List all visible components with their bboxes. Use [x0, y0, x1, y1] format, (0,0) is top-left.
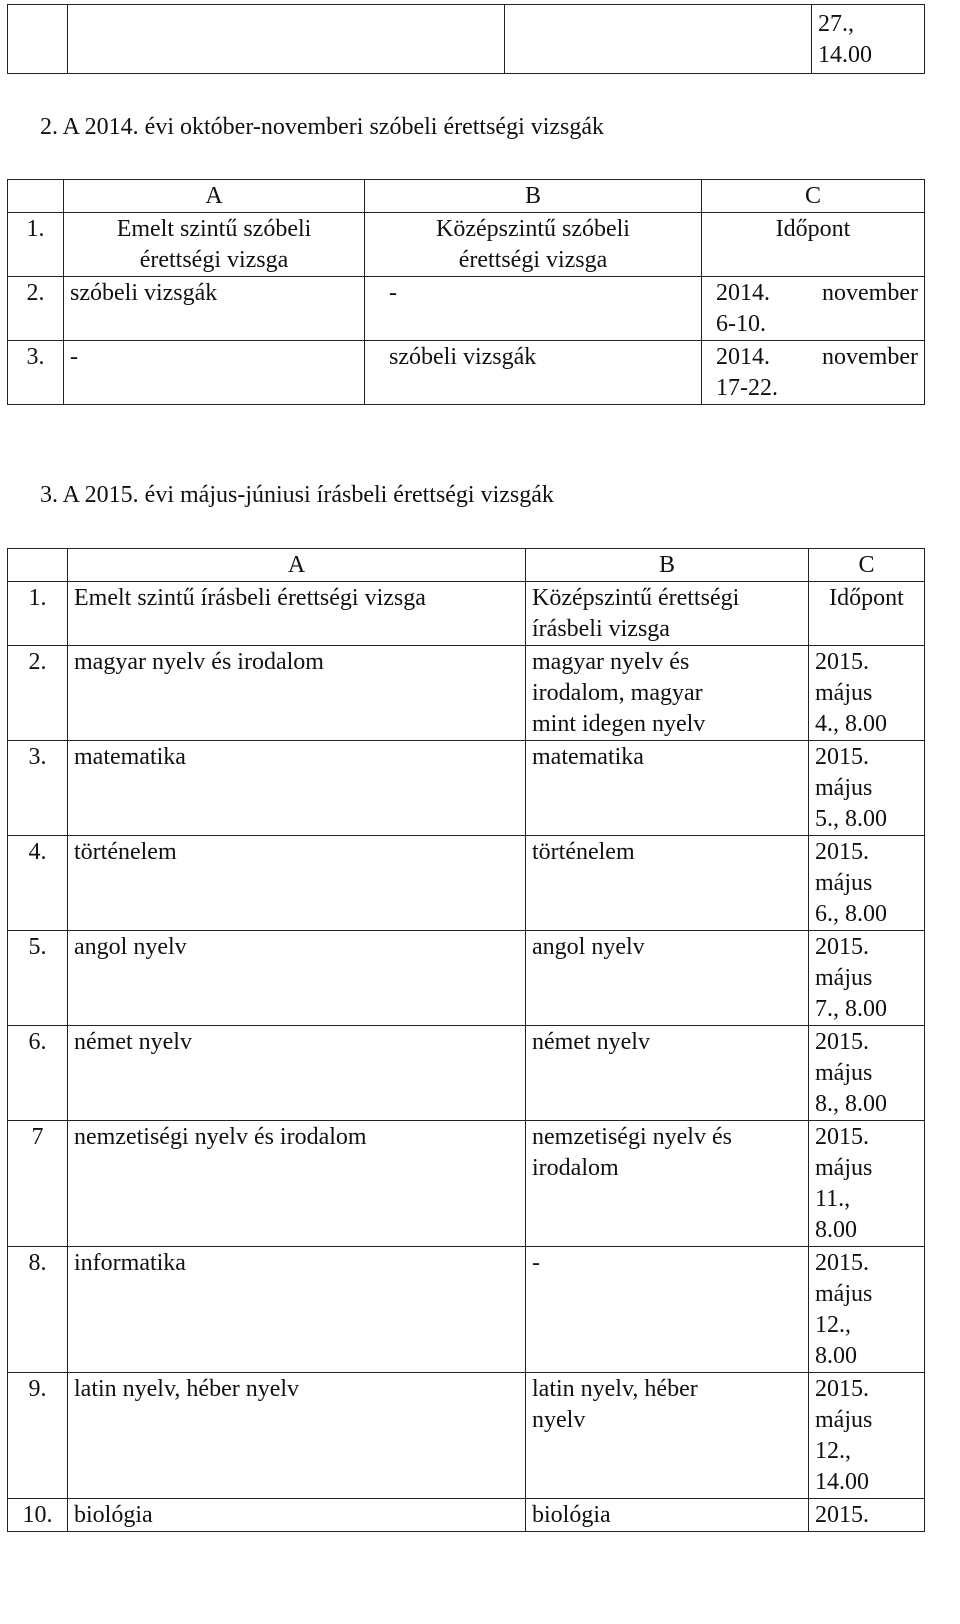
row-number: 2.: [8, 277, 64, 341]
row-number: 1.: [8, 582, 68, 646]
time-cell: Időpont: [809, 582, 925, 646]
column-header-a: A: [64, 180, 365, 213]
emelt-cell: -: [64, 341, 365, 405]
row-number: 9.: [8, 1373, 68, 1499]
kozep-cell: latin nyelv, héber nyelv: [526, 1373, 809, 1499]
kozep-cell: német nyelv: [526, 1026, 809, 1121]
time-days: 17-22.: [716, 375, 778, 401]
time-cell: 2015. május 5., 8.00: [809, 741, 925, 836]
table-row: [8, 1121, 925, 1247]
table-cell: [8, 5, 68, 74]
time-cell: 2015. május 12., 14.00: [809, 1373, 925, 1499]
time-cell: 2015. május 11., 8.00: [809, 1121, 925, 1247]
row-number: 2.: [8, 646, 68, 741]
table-row: [8, 277, 925, 341]
row-number: 10.: [8, 1499, 68, 1532]
table-row: [8, 341, 925, 405]
time-cell: 2015. május 7., 8.00: [809, 931, 925, 1026]
time-month: november: [822, 344, 918, 370]
table-row: [8, 213, 925, 277]
kozep-cell: magyar nyelv és irodalom, magyar mint idegen nyelv: [526, 646, 809, 741]
emelt-cell: nemzetiségi nyelv és irodalom: [68, 1121, 526, 1247]
table-row: [8, 1499, 925, 1532]
time-cell: 2015. május 12., 8.00: [809, 1247, 925, 1373]
corner-cell: [8, 549, 68, 582]
emelt-cell: német nyelv: [68, 1026, 526, 1121]
kozep-cell: Középszintű szóbeli érettségi vizsga: [365, 213, 702, 277]
emelt-cell: magyar nyelv és irodalom: [68, 646, 526, 741]
written-exams-table: [7, 548, 925, 1532]
table-row: [8, 836, 925, 931]
row-number: 8.: [8, 1247, 68, 1373]
kozep-cell: történelem: [526, 836, 809, 931]
table-row: [8, 741, 925, 836]
time-cell: 2015. május 6., 8.00: [809, 836, 925, 931]
time-cell: 2015. május 8., 8.00: [809, 1026, 925, 1121]
oral-exams-table: [7, 179, 925, 405]
emelt-cell: Emelt szintű szóbeli érettségi vizsga: [64, 213, 365, 277]
time-cell: 2015. május 4., 8.00: [809, 646, 925, 741]
table-row: [8, 1247, 925, 1373]
column-header-b: B: [365, 180, 702, 213]
table-row: [8, 931, 925, 1026]
time-days: 6-10.: [716, 311, 766, 337]
time-cell: 27., 14.00: [812, 5, 925, 74]
emelt-cell: Emelt szintű írásbeli érettségi vizsga: [68, 582, 526, 646]
kozep-cell: szóbeli vizsgák: [365, 341, 702, 405]
table-row: [8, 646, 925, 741]
emelt-cell: biológia: [68, 1499, 526, 1532]
row-number: 7: [8, 1121, 68, 1247]
column-header-c: C: [702, 180, 925, 213]
kozep-cell: matematika: [526, 741, 809, 836]
row-number: 3.: [8, 341, 64, 405]
table-cell: [505, 5, 812, 74]
row-number: 6.: [8, 1026, 68, 1121]
column-header-b: B: [526, 549, 809, 582]
row-number: 1.: [8, 213, 64, 277]
kozep-cell: nemzetiségi nyelv és irodalom: [526, 1121, 809, 1247]
kozep-cell: biológia: [526, 1499, 809, 1532]
emelt-cell: matematika: [68, 741, 526, 836]
kozep-cell: -: [365, 277, 702, 341]
row-number: 4.: [8, 836, 68, 931]
top-fragment-table: [7, 4, 925, 74]
emelt-cell: informatika: [68, 1247, 526, 1373]
section-3-heading: 3. A 2015. évi május-júniusi írásbeli érettségi vizsgák: [40, 482, 554, 508]
emelt-cell: szóbeli vizsgák: [64, 277, 365, 341]
time-cell: 2015.: [809, 1499, 925, 1532]
time-cell: [702, 341, 925, 405]
time-cell: [702, 277, 925, 341]
table-cell: [68, 5, 505, 74]
row-number: 3.: [8, 741, 68, 836]
time-month: november: [822, 280, 918, 306]
column-header-a: A: [68, 549, 526, 582]
section-2-heading: 2. A 2014. évi október-novemberi szóbeli érettségi vizsgák: [40, 114, 605, 140]
time-year: 2014.: [716, 280, 770, 306]
emelt-cell: angol nyelv: [68, 931, 526, 1026]
table-row: [8, 1026, 925, 1121]
corner-cell: [8, 180, 64, 213]
emelt-cell: latin nyelv, héber nyelv: [68, 1373, 526, 1499]
kozep-cell: Középszintű érettségi írásbeli vizsga: [526, 582, 809, 646]
row-number: 5.: [8, 931, 68, 1026]
kozep-cell: angol nyelv: [526, 931, 809, 1026]
kozep-cell: -: [526, 1247, 809, 1373]
column-header-c: C: [809, 549, 925, 582]
time-cell: Időpont: [702, 213, 925, 277]
time-year: 2014.: [716, 344, 770, 370]
table-row: [8, 582, 925, 646]
table-row: [8, 1373, 925, 1499]
emelt-cell: történelem: [68, 836, 526, 931]
